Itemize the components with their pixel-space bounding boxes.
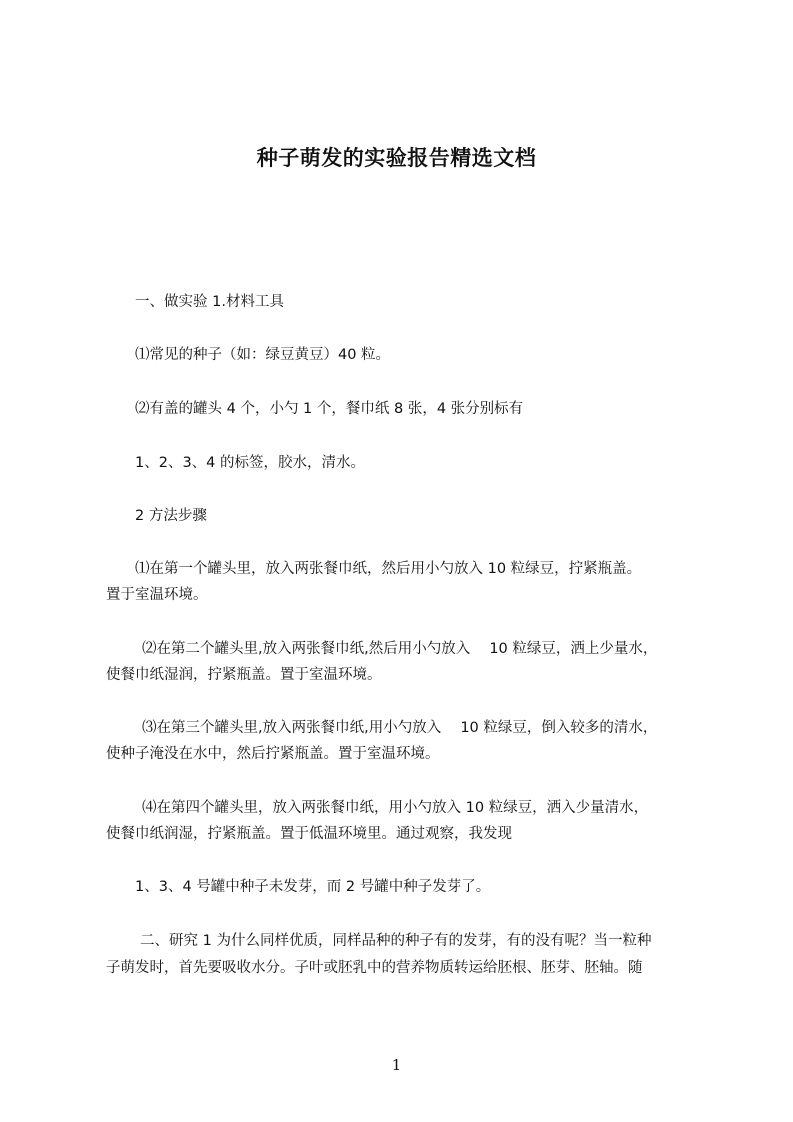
materials-item-2-continued: 1、2、3、4 的标签，胶水，清水。 bbox=[135, 455, 366, 471]
step1-line2: 置于室温环境。 bbox=[106, 587, 208, 603]
method-heading: 2 方法步骤 bbox=[135, 508, 207, 524]
section2-line1: 二、研究 1 为什么同样优质，同样品种的种子有的发芽，有的没有呢？当一粒种 bbox=[140, 933, 652, 949]
page-number: 1 bbox=[391, 1056, 402, 1074]
step3-line2: 使种子淹没在水中，然后拧紧瓶盖。置于室温环境。 bbox=[106, 746, 440, 762]
section1-heading: 一、做实验 1.材料工具 bbox=[135, 294, 284, 310]
step2-line1: ⑵在第二个罐头里,放入两张餐巾纸,然后用小勺放入 10 粒绿豆，洒上少量水， bbox=[142, 641, 658, 657]
step4-line1: ⑷在第四个罐头里，放入两张餐巾纸，用小勺放入 10 粒绿豆，洒入少量清水， bbox=[142, 800, 649, 816]
step1-line1: ⑴在第一个罐头里，放入两张餐巾纸，然后用小勺放入 10 粒绿豆，拧紧瓶盖。 bbox=[135, 561, 642, 577]
step3-line1: ⑶在第三个罐头里,放入两张餐巾纸,用小勺放入 10 粒绿豆，倒入较多的清水， bbox=[142, 720, 658, 736]
step4-line2: 使餐巾纸润湿，拧紧瓶盖。置于低温环境里。通过观察，我发现 bbox=[106, 826, 512, 842]
section2-line2: 子萌发时，首先要吸收水分。子叶或胚乳中的营养物质转运给胚根、胚芽、胚轴。随 bbox=[106, 960, 643, 976]
materials-item-1: ⑴常见的种子（如：绿豆黄豆）40 粒。 bbox=[135, 347, 391, 363]
document-title: 种子萌发的实验报告精选文档 bbox=[256, 146, 537, 170]
materials-item-2: ⑵有盖的罐头 4 个，小勺 1 个，餐巾纸 8 张，4 张分别标有 bbox=[135, 401, 524, 417]
observation-result: 1、3、4 号罐中种子未发芽，而 2 号罐中种子发芽了。 bbox=[135, 879, 491, 895]
step2-line2: 使餐巾纸湿润，拧紧瓶盖。置于室温环境。 bbox=[106, 667, 382, 683]
